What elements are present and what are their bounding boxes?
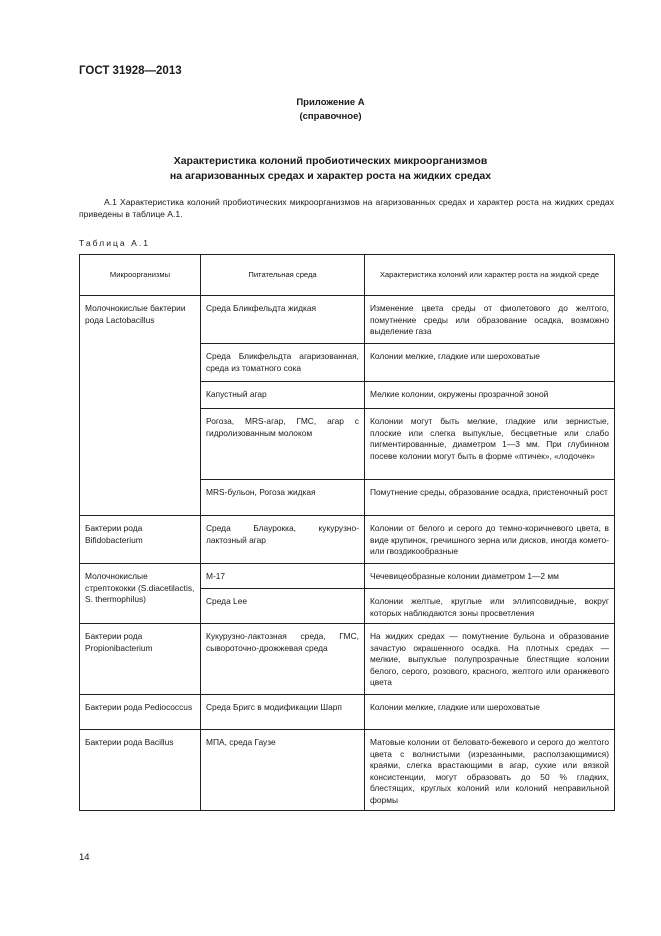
table-row: [80, 624, 615, 695]
characteristic-cell: Мелкие колонии, окружены прозрачной зоной: [365, 382, 615, 409]
table-a1: [79, 254, 615, 811]
col-header-characteristic: Характеристика колоний или характер роста на жидкой среде: [365, 255, 615, 296]
appendix-title: Приложение А: [296, 97, 365, 108]
table-row: [80, 564, 615, 589]
medium-cell: Капустный агар: [201, 382, 365, 409]
col-header-medium: Питательная среда: [201, 255, 365, 296]
table-label: Таблица А.1: [79, 238, 150, 248]
medium-cell: Среда Блаурокка, кукурузно-лактозный агар: [201, 516, 365, 564]
medium-cell: МПА, среда Гаузе: [201, 730, 365, 811]
appendix-subtitle: (справочное): [299, 111, 362, 122]
characteristic-cell: Колонии желтые, круглые или эллипсовидные, вокруг которых наблюдаются зоны просветления: [365, 589, 615, 624]
characteristic-cell: Колонии мелкие, гладкие или шероховатые: [365, 695, 615, 730]
organism-cell: Бактерии рода Bifidobacterium: [80, 516, 201, 564]
characteristic-cell: Колонии мелкие, гладкие или шероховатые: [365, 344, 615, 382]
col-header-organisms: Микроорганизмы: [80, 255, 201, 296]
section-title-line2: на агаризованных средах и характер роста на жидких средах: [169, 170, 492, 182]
section-title: [0, 154, 661, 184]
characteristic-cell: Изменение цвета среды от фиолетового до желтого, помутнение среды или образование осадка, возможно выделение газа: [365, 296, 615, 344]
characteristic-cell: Колонии от белого и серого до темно-коричневого цвета, в виде крупинок, гречишного зерна или дисков, иногда комето- или гвоздикообразные: [365, 516, 615, 564]
medium-cell: М-17: [201, 564, 365, 589]
table-row: [80, 695, 615, 730]
document-header: ГОСТ 31928—2013: [79, 65, 182, 77]
table-row: [80, 516, 615, 564]
medium-cell: MRS-бульон, Рогоза жидкая: [201, 480, 365, 516]
medium-cell: Среда Бликфельдта жидкая: [201, 296, 365, 344]
characteristic-cell: На жидких средах — помутнение бульона и образование зачастую окрашенного осадка. На плотных средах — мелкие, выпуклые полупрозрачные блестящие колонии белого, серого, розового, красного, желтого или оранжевого цвета: [365, 624, 615, 695]
characteristic-cell: Матовые колонии от беловато-бежевого и серого до желтого цвета с волнистыми (изрезанными, расползающимися) краями, слегка врастающими в агар, сухие или вязкой консистенции, могут образовать до 50 % гладких, блестящих, круглых колоний или колоний неправильной формы: [365, 730, 615, 811]
medium-cell: Рогоза, MRS-агар, ГМС, агар с гидролизованным молоком: [201, 409, 365, 480]
organism-cell: Бактерии рода Bacillus: [80, 730, 201, 811]
table-row: [80, 730, 615, 811]
organism-cell: Молочнокислые бактерии рода Lactobacillus: [80, 296, 201, 516]
intro-paragraph: А.1 Характеристика колоний пробиотических микроорганизмов на агаризованных средах и характер роста на жидких средах приведены в таблице А.1.: [79, 197, 614, 219]
organism-cell: Бактерии рода Propionibacterium: [80, 624, 201, 695]
organism-cell: Бактерии рода Pediococcus: [80, 695, 201, 730]
section-title-line1: Характеристика колоний пробиотических микроорганизмов: [173, 155, 488, 167]
medium-cell: Среда Бригс в модификации Шарп: [201, 695, 365, 730]
medium-cell: Кукурузно-лактозная среда, ГМС, сывороточно-дрожжевая среда: [201, 624, 365, 695]
table-row: [80, 296, 615, 344]
table-header-row: [80, 255, 615, 296]
characteristic-cell: Чечевицеобразные колонии диаметром 1—2 мм: [365, 564, 615, 589]
medium-cell: Среда Бликфельдта агаризованная, среда из томатного сока: [201, 344, 365, 382]
characteristic-cell: Колонии могут быть мелкие, гладкие или зернистые, плоские или слегка выпуклые, бесцветные или слабо пигментированные, диаметром 1—3 мм. При глубинном посеве колонии могут быть в форме «птичек», «лодочек»: [365, 409, 615, 480]
medium-cell: Среда Lee: [201, 589, 365, 624]
page-number: 14: [79, 852, 90, 863]
characteristic-cell: Помутнение среды, образование осадка, пристеночный рост: [365, 480, 615, 516]
organism-cell: Молочнокислые стрептококки (S.diacetilactis, S. thermophilus): [80, 564, 201, 624]
